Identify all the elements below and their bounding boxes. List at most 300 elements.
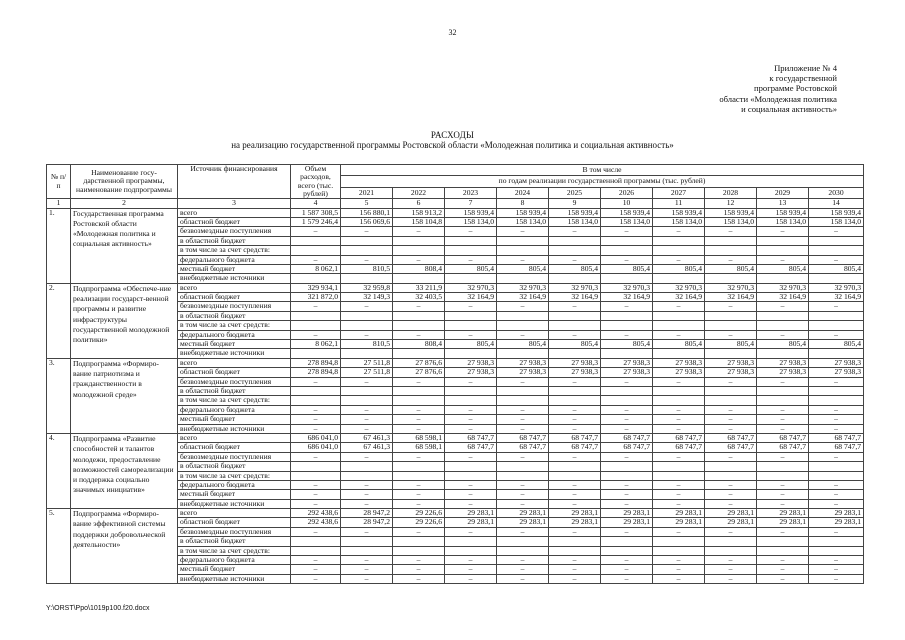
empty-cell xyxy=(341,462,393,471)
empty-cell xyxy=(809,236,864,245)
dash-cell: – xyxy=(445,405,497,414)
dash-cell: – xyxy=(705,574,757,583)
empty-cell xyxy=(393,471,445,480)
amount-cell: 67 461,3 xyxy=(341,433,393,442)
amount-cell: 8 062,1 xyxy=(291,264,341,273)
amount-cell: 1 579 246,4 xyxy=(291,217,341,226)
empty-cell xyxy=(445,274,497,283)
dash-cell: – xyxy=(653,556,705,565)
amount-cell: 278 894,8 xyxy=(291,358,341,367)
dash-cell: – xyxy=(705,499,757,508)
empty-cell xyxy=(653,462,705,471)
dash-cell: – xyxy=(445,499,497,508)
dash-cell: – xyxy=(757,377,809,386)
column-index: 10 xyxy=(601,199,653,208)
amount-cell: 27 876,6 xyxy=(393,368,445,377)
amount-cell: 29 283,1 xyxy=(809,509,864,518)
column-index: 4 xyxy=(291,199,341,208)
dash-cell: – xyxy=(445,227,497,236)
amount-cell: 32 970,3 xyxy=(809,283,864,292)
dash-cell: – xyxy=(653,527,705,536)
empty-cell xyxy=(601,471,653,480)
column-index: 5 xyxy=(341,199,393,208)
dash-cell: – xyxy=(445,452,497,461)
empty-cell xyxy=(809,387,864,396)
empty-cell xyxy=(291,236,341,245)
dash-cell: – xyxy=(549,574,601,583)
funding-source: в областной бюджет xyxy=(178,537,291,546)
amount-cell: 805,4 xyxy=(809,340,864,349)
dash-cell: – xyxy=(809,227,864,236)
dash-cell: – xyxy=(341,490,393,499)
amount-cell: 329 934,1 xyxy=(291,283,341,292)
dash-cell: – xyxy=(445,424,497,433)
header-num: № п/п xyxy=(47,165,71,199)
amount-cell: 29 283,1 xyxy=(497,509,549,518)
empty-cell xyxy=(653,396,705,405)
empty-cell xyxy=(653,246,705,255)
amount-cell: 810,5 xyxy=(341,340,393,349)
dash-cell: – xyxy=(757,556,809,565)
empty-cell xyxy=(497,396,549,405)
dash-cell: – xyxy=(341,556,393,565)
header-total: Объем расходов, всего (тыс. рублей) xyxy=(291,165,341,199)
empty-cell xyxy=(549,396,601,405)
empty-cell xyxy=(497,236,549,245)
dash-cell: – xyxy=(497,490,549,499)
dash-cell: – xyxy=(809,255,864,264)
dash-cell: – xyxy=(393,415,445,424)
dash-cell: – xyxy=(291,556,341,565)
empty-cell xyxy=(341,321,393,330)
empty-cell xyxy=(601,537,653,546)
funding-source: федерального бюджета xyxy=(178,556,291,565)
empty-cell xyxy=(705,462,757,471)
header-year: 2029 xyxy=(757,187,809,198)
amount-cell: 805,4 xyxy=(653,264,705,273)
empty-cell xyxy=(705,321,757,330)
dash-cell: – xyxy=(809,565,864,574)
empty-cell xyxy=(705,396,757,405)
amount-cell: 29 283,1 xyxy=(549,509,601,518)
amount-cell: 805,4 xyxy=(809,264,864,273)
empty-cell xyxy=(549,387,601,396)
amount-cell: 27 938,3 xyxy=(653,368,705,377)
empty-cell xyxy=(653,321,705,330)
dash-cell: – xyxy=(497,556,549,565)
dash-cell: – xyxy=(341,415,393,424)
dash-cell: – xyxy=(809,556,864,565)
file-path-footer: Y:\ORST\Ppo\1019p100.f20.docx xyxy=(46,605,150,612)
amount-cell: 805,4 xyxy=(445,264,497,273)
dash-cell: – xyxy=(393,330,445,339)
amount-cell: 32 970,3 xyxy=(705,283,757,292)
amount-cell: 158 134,0 xyxy=(549,217,601,226)
empty-cell xyxy=(705,274,757,283)
empty-cell xyxy=(757,246,809,255)
dash-cell: – xyxy=(393,480,445,489)
empty-cell xyxy=(601,349,653,358)
dash-cell: – xyxy=(809,405,864,414)
amount-cell: 27 938,3 xyxy=(445,368,497,377)
title-subtitle: на реализацию государственной программы Ростовской области «Молодежная политика и социальная активность» xyxy=(231,140,674,150)
dash-cell: – xyxy=(393,499,445,508)
dash-cell: – xyxy=(601,499,653,508)
empty-cell xyxy=(341,396,393,405)
empty-cell xyxy=(393,274,445,283)
amount-cell: 27 938,3 xyxy=(497,368,549,377)
amount-cell: 158 939,4 xyxy=(653,208,705,217)
amount-cell: 810,5 xyxy=(341,264,393,273)
amount-cell: 29 283,1 xyxy=(757,509,809,518)
dash-cell: – xyxy=(393,556,445,565)
amount-cell: 158 939,4 xyxy=(445,208,497,217)
dash-cell: – xyxy=(601,490,653,499)
header-year: 2028 xyxy=(705,187,757,198)
dash-cell: – xyxy=(291,480,341,489)
amount-cell: 808,4 xyxy=(393,340,445,349)
dash-cell: – xyxy=(445,330,497,339)
dash-cell: – xyxy=(497,415,549,424)
dash-cell: – xyxy=(393,302,445,311)
dash-cell: – xyxy=(497,330,549,339)
empty-cell xyxy=(809,546,864,555)
dash-cell: – xyxy=(497,302,549,311)
empty-cell xyxy=(393,246,445,255)
funding-source: внебюджетные источники xyxy=(178,574,291,583)
empty-cell xyxy=(653,274,705,283)
dash-cell: – xyxy=(497,452,549,461)
empty-cell xyxy=(705,537,757,546)
empty-cell xyxy=(653,387,705,396)
funding-source: в областной бюджет xyxy=(178,311,291,320)
amount-cell: 68 747,7 xyxy=(757,433,809,442)
amount-cell: 32 164,9 xyxy=(809,293,864,302)
amount-cell: 27 511,8 xyxy=(341,358,393,367)
empty-cell xyxy=(549,471,601,480)
amount-cell: 808,4 xyxy=(393,264,445,273)
dash-cell: – xyxy=(705,227,757,236)
dash-cell: – xyxy=(497,405,549,414)
dash-cell: – xyxy=(809,480,864,489)
empty-cell xyxy=(393,537,445,546)
dash-cell: – xyxy=(653,424,705,433)
empty-cell xyxy=(549,321,601,330)
amount-cell: 686 041,0 xyxy=(291,433,341,442)
dash-cell: – xyxy=(445,480,497,489)
funding-source: внебюджетные источники xyxy=(178,499,291,508)
amount-cell: 68 747,7 xyxy=(653,433,705,442)
amount-cell: 158 939,4 xyxy=(549,208,601,217)
empty-cell xyxy=(809,471,864,480)
program-name: Подпрограмма «Обеспече-ние реализации государст-венной программы и развитие инфраструктуры государственной молодежной политики» xyxy=(71,283,178,358)
empty-cell xyxy=(809,349,864,358)
amount-cell: 27 938,3 xyxy=(653,358,705,367)
amount-cell: 67 461,3 xyxy=(341,443,393,452)
dash-cell: – xyxy=(601,405,653,414)
document-title xyxy=(0,130,905,150)
amount-cell: 27 938,3 xyxy=(757,368,809,377)
empty-cell xyxy=(757,321,809,330)
dash-cell: – xyxy=(705,424,757,433)
header-year: 2023 xyxy=(445,187,497,198)
empty-cell xyxy=(497,387,549,396)
empty-cell xyxy=(705,236,757,245)
empty-cell xyxy=(445,396,497,405)
empty-cell xyxy=(291,396,341,405)
empty-cell xyxy=(601,311,653,320)
empty-cell xyxy=(757,311,809,320)
dash-cell: – xyxy=(549,565,601,574)
dash-cell: – xyxy=(705,565,757,574)
dash-cell: – xyxy=(601,480,653,489)
amount-cell: 68 747,7 xyxy=(601,443,653,452)
dash-cell: – xyxy=(291,415,341,424)
dash-cell: – xyxy=(291,302,341,311)
empty-cell xyxy=(291,246,341,255)
header-year: 2022 xyxy=(393,187,445,198)
funding-source: областной бюджет xyxy=(178,443,291,452)
amount-cell: 156 069,6 xyxy=(341,217,393,226)
dash-cell: – xyxy=(653,574,705,583)
dash-cell: – xyxy=(653,405,705,414)
dash-cell: – xyxy=(497,424,549,433)
empty-cell xyxy=(341,311,393,320)
amount-cell: 32 970,3 xyxy=(653,283,705,292)
title-heading: РАСХОДЫ xyxy=(430,130,475,140)
empty-cell xyxy=(549,246,601,255)
funding-source: всего xyxy=(178,358,291,367)
amount-cell: 68 747,7 xyxy=(497,443,549,452)
funding-source: безвозмездные поступления xyxy=(178,302,291,311)
dash-cell: – xyxy=(601,227,653,236)
empty-cell xyxy=(497,274,549,283)
amount-cell: 27 876,6 xyxy=(393,358,445,367)
appendix-line: области «Молодежная политика xyxy=(719,93,837,104)
empty-cell xyxy=(809,321,864,330)
amount-cell: 27 938,3 xyxy=(445,358,497,367)
dash-cell: – xyxy=(497,565,549,574)
dash-cell: – xyxy=(705,302,757,311)
empty-cell xyxy=(601,274,653,283)
dash-cell: – xyxy=(757,574,809,583)
header-by-years: по годам реализации государственной программы (тыс. рублей) xyxy=(341,176,864,187)
empty-cell xyxy=(601,387,653,396)
empty-cell xyxy=(445,546,497,555)
dash-cell: – xyxy=(445,574,497,583)
dash-cell: – xyxy=(291,424,341,433)
empty-cell xyxy=(757,546,809,555)
empty-cell xyxy=(809,246,864,255)
dash-cell: – xyxy=(601,556,653,565)
dash-cell: – xyxy=(291,452,341,461)
program-number: 2. xyxy=(47,283,71,358)
empty-cell xyxy=(445,537,497,546)
empty-cell xyxy=(445,471,497,480)
header-year: 2025 xyxy=(549,187,601,198)
amount-cell: 29 226,6 xyxy=(393,518,445,527)
empty-cell xyxy=(809,396,864,405)
amount-cell: 29 226,6 xyxy=(393,509,445,518)
dash-cell: – xyxy=(549,499,601,508)
funding-source: в том числе за счет средств: xyxy=(178,471,291,480)
empty-cell xyxy=(601,236,653,245)
funding-source: федерального бюджета xyxy=(178,330,291,339)
empty-cell xyxy=(757,349,809,358)
dash-cell: – xyxy=(601,302,653,311)
funding-source: областной бюджет xyxy=(178,217,291,226)
empty-cell xyxy=(653,349,705,358)
empty-cell xyxy=(809,462,864,471)
amount-cell: 32 164,9 xyxy=(445,293,497,302)
dash-cell: – xyxy=(341,452,393,461)
empty-cell xyxy=(705,471,757,480)
empty-cell xyxy=(393,387,445,396)
amount-cell: 158 134,0 xyxy=(705,217,757,226)
funding-source: областной бюджет xyxy=(178,368,291,377)
funding-source: безвозмездные поступления xyxy=(178,527,291,536)
empty-cell xyxy=(291,546,341,555)
dash-cell: – xyxy=(341,255,393,264)
funding-source: в областной бюджет xyxy=(178,236,291,245)
amount-cell: 805,4 xyxy=(601,340,653,349)
amount-cell: 28 947,2 xyxy=(341,518,393,527)
funding-source: внебюджетные источники xyxy=(178,424,291,433)
page-number: 32 xyxy=(448,28,457,37)
amount-cell: 29 283,1 xyxy=(809,518,864,527)
dash-cell: – xyxy=(393,255,445,264)
amount-cell: 68 747,7 xyxy=(653,443,705,452)
dash-cell: – xyxy=(445,556,497,565)
amount-cell: 29 283,1 xyxy=(601,509,653,518)
amount-cell: 68 747,7 xyxy=(445,433,497,442)
amount-cell: 686 041,0 xyxy=(291,443,341,452)
empty-cell xyxy=(653,537,705,546)
empty-cell xyxy=(757,396,809,405)
amount-cell: 68 747,7 xyxy=(549,433,601,442)
dash-cell: – xyxy=(809,527,864,536)
amount-cell: 27 938,3 xyxy=(549,368,601,377)
funding-source: в областной бюджет xyxy=(178,387,291,396)
empty-cell xyxy=(291,311,341,320)
dash-cell: – xyxy=(653,255,705,264)
program-number: 4. xyxy=(47,433,71,508)
amount-cell: 805,4 xyxy=(445,340,497,349)
empty-cell xyxy=(601,396,653,405)
dash-cell: – xyxy=(653,499,705,508)
dash-cell: – xyxy=(341,330,393,339)
empty-cell xyxy=(393,546,445,555)
dash-cell: – xyxy=(809,302,864,311)
dash-cell: – xyxy=(705,405,757,414)
dash-cell: – xyxy=(393,527,445,536)
dash-cell: – xyxy=(549,302,601,311)
dash-cell: – xyxy=(497,499,549,508)
dash-cell: – xyxy=(705,490,757,499)
dash-cell: – xyxy=(757,499,809,508)
column-index: 14 xyxy=(809,199,864,208)
amount-cell: 27 938,3 xyxy=(497,358,549,367)
amount-cell: 32 164,9 xyxy=(497,293,549,302)
amount-cell: 29 283,1 xyxy=(549,518,601,527)
header-source: Источник финансирования xyxy=(178,165,291,199)
amount-cell: 29 283,1 xyxy=(445,518,497,527)
dash-cell: – xyxy=(291,527,341,536)
program-name: Подпрограмма «Формиро-вание эффективной системы поддержки добровольческой деятельности» xyxy=(71,509,178,584)
dash-cell: – xyxy=(549,556,601,565)
amount-cell: 8 062,1 xyxy=(291,340,341,349)
funding-source: местный бюджет xyxy=(178,565,291,574)
appendix-line: программе Ростовской xyxy=(754,83,837,94)
amount-cell: 158 939,4 xyxy=(809,208,864,217)
empty-cell xyxy=(757,274,809,283)
dash-cell: – xyxy=(757,480,809,489)
dash-cell: – xyxy=(445,302,497,311)
empty-cell xyxy=(653,546,705,555)
dash-cell: – xyxy=(291,227,341,236)
empty-cell xyxy=(601,246,653,255)
appendix-line: и социальная активность» xyxy=(741,103,837,114)
empty-cell xyxy=(653,311,705,320)
dash-cell: – xyxy=(393,452,445,461)
amount-cell: 805,4 xyxy=(601,264,653,273)
amount-cell: 158 134,0 xyxy=(757,217,809,226)
empty-cell xyxy=(653,471,705,480)
dash-cell: – xyxy=(445,490,497,499)
amount-cell: 27 938,3 xyxy=(705,358,757,367)
table-row xyxy=(47,358,864,367)
amount-cell: 805,4 xyxy=(549,264,601,273)
empty-cell xyxy=(653,236,705,245)
amount-cell: 68 598,1 xyxy=(393,443,445,452)
funding-source: в том числе за счет средств: xyxy=(178,246,291,255)
dash-cell: – xyxy=(291,499,341,508)
amount-cell: 292 438,6 xyxy=(291,509,341,518)
dash-cell: – xyxy=(291,377,341,386)
dash-cell: – xyxy=(705,480,757,489)
empty-cell xyxy=(497,462,549,471)
amount-cell: 33 211,9 xyxy=(393,283,445,292)
program-number: 1. xyxy=(47,208,71,283)
program-name: Подпрограмма «Развитие способностей и талантов молодежи, предоставление возможностей самореализации и поддержка социально значимых инициатив» xyxy=(71,433,178,508)
funding-source: местный бюджет xyxy=(178,264,291,273)
empty-cell xyxy=(497,546,549,555)
amount-cell: 68 598,1 xyxy=(393,433,445,442)
dash-cell: – xyxy=(497,480,549,489)
dash-cell: – xyxy=(497,227,549,236)
dash-cell: – xyxy=(393,405,445,414)
empty-cell xyxy=(341,546,393,555)
dash-cell: – xyxy=(601,424,653,433)
amount-cell: 805,4 xyxy=(497,264,549,273)
empty-cell xyxy=(445,246,497,255)
column-index: 12 xyxy=(705,199,757,208)
amount-cell: 805,4 xyxy=(549,340,601,349)
dash-cell: – xyxy=(757,227,809,236)
appendix-caption xyxy=(617,63,837,114)
dash-cell: – xyxy=(809,377,864,386)
empty-cell xyxy=(393,349,445,358)
header-year: 2027 xyxy=(653,187,705,198)
amount-cell: 32 970,3 xyxy=(757,283,809,292)
column-index: 1 xyxy=(47,199,71,208)
dash-cell: – xyxy=(705,255,757,264)
header-name: Наименование госу-дарственной программы, наименование подпрограммы xyxy=(71,165,178,199)
dash-cell: – xyxy=(601,565,653,574)
amount-cell: 32 149,3 xyxy=(341,293,393,302)
dash-cell: – xyxy=(601,330,653,339)
header-year: 2021 xyxy=(341,187,393,198)
